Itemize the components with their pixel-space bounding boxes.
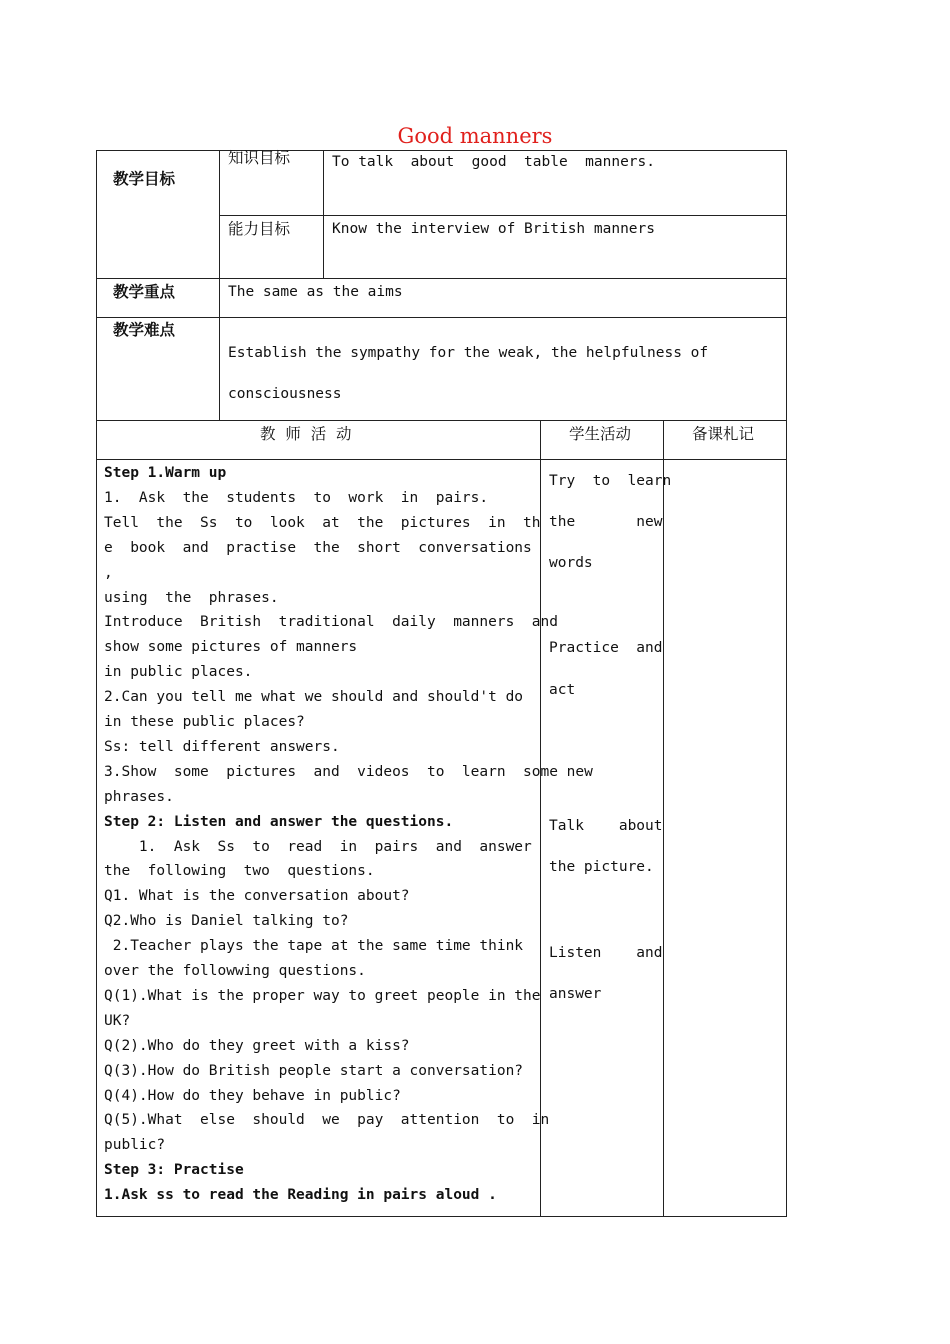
ability-label: 能力目标 <box>228 220 291 238</box>
student-activity-line: the new <box>549 514 663 530</box>
teacher-activity-line: Step 1.Warm up <box>104 465 227 481</box>
teacher-activity-line: Q(2).Who do they greet with a kiss? <box>104 1037 410 1054</box>
knowledge-label: 知识目标 <box>228 149 291 167</box>
key-points-label: 教学重点 <box>113 283 176 301</box>
teacher-activity-header: 教 师 活 动 <box>260 425 352 443</box>
teacher-activity-line: using the phrases. <box>104 589 279 606</box>
student-activity-header: 学生活动 <box>569 425 632 443</box>
teacher-activity-line: public? <box>104 1137 166 1154</box>
teacher-activity-line: 1. Ask Ss to read in pairs and answer <box>104 838 532 855</box>
teacher-activity-line: , <box>104 564 113 581</box>
notes-header: 备课札记 <box>692 425 755 443</box>
teacher-activity-line: in these public places? <box>104 714 305 730</box>
ability-text: Know the interview of British manners <box>332 221 656 237</box>
key-points-text: The same as the aims <box>228 284 403 300</box>
teacher-activity-line: 1.Ask ss to read the Reading in pairs aloud . <box>104 1187 497 1204</box>
student-activity-line: Try to learn <box>549 473 672 489</box>
difficulties-line-1: Establish the sympathy for the weak, the helpfulness of <box>228 345 709 361</box>
teacher-activity-line: Q(4).How do they behave in public? <box>104 1087 401 1104</box>
teacher-activity-line: Q(3).How do British people start a conversation? <box>104 1062 524 1079</box>
student-activity-line: words <box>549 555 593 571</box>
difficulties-label: 教学难点 <box>113 321 176 339</box>
student-activity-line: act <box>549 682 576 698</box>
teacher-activity-line: show some pictures of manners <box>104 639 358 656</box>
teacher-activity-line: the following two questions. <box>104 863 375 880</box>
page-title: Good manners <box>397 124 553 148</box>
teacher-activity-line: e book and practise the short conversations <box>104 539 532 556</box>
teacher-activity-line: Step 3: Practise <box>104 1162 244 1179</box>
teacher-activity-line: phrases. <box>104 788 174 805</box>
knowledge-text: To talk about good table manners. <box>332 154 656 170</box>
teacher-activity-line: Step 2: Listen and answer the questions. <box>104 813 454 830</box>
teacher-activity-line: over the followwing questions. <box>104 963 366 979</box>
teacher-activity-line: in public places. <box>104 664 253 681</box>
teacher-activity-line: Ss: tell different answers. <box>104 738 340 755</box>
student-activity-line: Listen and <box>549 945 663 961</box>
teacher-activity-line: Q1. What is the conversation about? <box>104 888 410 905</box>
teacher-activity-line: Tell the Ss to look at the pictures in th <box>104 514 541 531</box>
teacher-activity-line: UK? <box>104 1012 131 1029</box>
difficulties-line-2: consciousness <box>228 386 342 402</box>
teacher-activity-line: 3.Show some pictures and videos to learn some new <box>104 763 593 780</box>
student-activity-line: the picture. <box>549 859 654 875</box>
teacher-activity-line: 2.Teacher plays the tape at the same time think <box>104 938 524 955</box>
teacher-activity-line: Q(1).What is the proper way to greet people in the <box>104 987 541 1004</box>
student-activity-line: Practice and <box>549 640 663 656</box>
teacher-activity-line: Q2.Who is Daniel talking to? <box>104 913 349 930</box>
teacher-activity-line: 2.Can you tell me what we should and should't do <box>104 689 524 706</box>
teacher-activity-line: Introduce British traditional daily manners and <box>104 614 558 631</box>
objectives-label: 教学目标 <box>113 170 176 188</box>
teacher-activity-line: 1. Ask the students to work in pairs. <box>104 489 489 506</box>
student-activity-line: answer <box>549 986 602 1002</box>
student-activity-line: Talk about <box>549 818 663 834</box>
teacher-activity-line: Q(5).What else should we pay attention to in <box>104 1112 550 1129</box>
